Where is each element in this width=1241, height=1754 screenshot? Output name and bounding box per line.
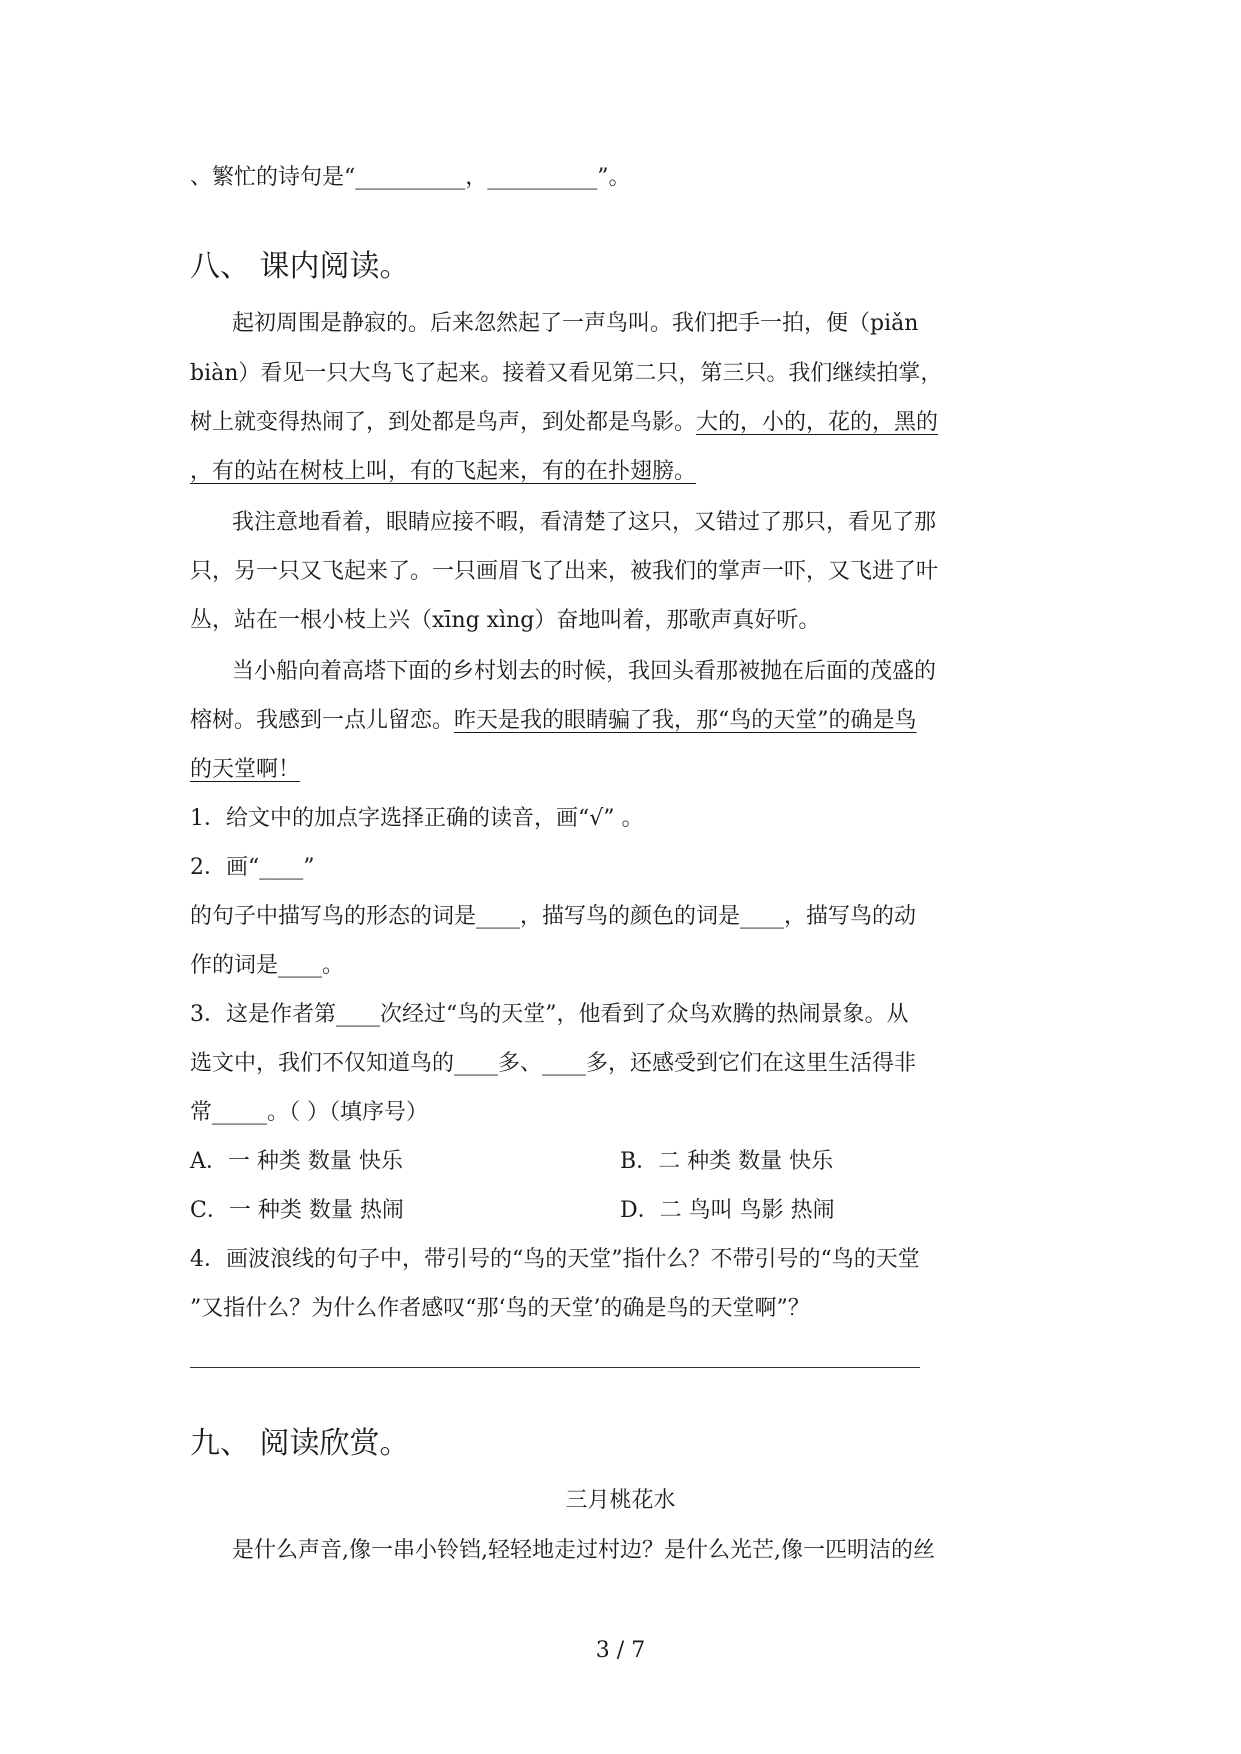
section9-heading: 九、 阅读欣赏。 [190, 1426, 410, 1461]
option-d: D．二 鸟叫 鸟影 热闹 [620, 1198, 835, 1223]
option-c: C．一 种类 数量 热闹 [190, 1198, 404, 1223]
question-3-line: 选文中，我们不仅知道鸟的____多、____多，还感受到它们在这里生活得非 [190, 1051, 917, 1076]
reading-title: 三月桃花水 [565, 1488, 676, 1513]
question-4: 4．画波浪线的句子中，带引号的“鸟的天堂”指什么？不带引号的“鸟的天堂 [190, 1247, 920, 1272]
passage-line: 我注意地看着，眼睛应接不暇，看清楚了这只，又错过了那只，看见了那 [232, 510, 937, 535]
question-2: 2．画“____” [190, 855, 315, 880]
passage-line: 起初周围是静寂的。后来忽然起了一声鸟叫。我们把手一拍，便（piǎn [232, 311, 919, 336]
underlined-sentence: 大的，小的，花的，黑的 [696, 410, 939, 435]
passage-line: 丛，站在一根小枝上兴（xīng xìng）奋地叫着，那歌声真好听。 [190, 608, 821, 633]
answer-line [190, 1367, 920, 1368]
question-3: 3．这是作者第____次经过“鸟的天堂”，他看到了众鸟欢腾的热闹景象。从 [190, 1002, 909, 1027]
passage-line: biàn）看见一只大鸟飞了起来。接着又看见第二只，第三只。我们继续拍掌， [190, 361, 943, 386]
section8-heading: 八、 课内阅读。 [190, 249, 410, 284]
passage-line: 是什么声音,像一串小铃铛,轻轻地走过村边？是什么光芒,像一匹明洁的丝 [232, 1538, 935, 1563]
wavy-underlined-sentence: 昨天是我的眼睛骗了我，那“鸟的天堂”的确是鸟 [454, 708, 917, 733]
option-a: A．一 种类 数量 快乐 [190, 1149, 403, 1174]
option-b: B．二 种类 数量 快乐 [620, 1149, 834, 1174]
section7-tail: 、繁忙的诗句是“__________，__________”。 [190, 165, 631, 190]
page-number: 3 / 7 [595, 1638, 646, 1663]
underlined-sentence: ，有的站在树枝上叫，有的飞起来，有的在扑翅膀。 [190, 459, 697, 484]
wavy-underlined-sentence: 的天堂啊！ [190, 757, 301, 782]
passage-line [190, 706, 917, 736]
question-2-line: 作的词是____。 [190, 953, 345, 978]
question-1: 1．给文中的加点字选择正确的读音，画“√” 。 [190, 806, 644, 831]
passage-line: 当小船向着高塔下面的乡村划去的时候，我回头看那被抛在后面的茂盛的 [232, 659, 937, 684]
question-4-line: ”又指什么？为什么作者感叹“那‘鸟的天堂’的确是鸟的天堂啊”？ [190, 1296, 810, 1321]
question-2-line: 的句子中描写鸟的形态的词是____，描写鸟的颜色的词是____，描写鸟的动 [190, 904, 917, 929]
passage-text: 树上就变得热闹了，到处都是鸟声，到处都是鸟影。 [190, 410, 697, 435]
passage-line [190, 408, 938, 438]
passage-text: 榕树。我感到一点儿留恋。 [190, 708, 455, 733]
passage-line: 只，另一只又飞起来了。一只画眉飞了出来，被我们的掌声一吓，又飞进了叶 [190, 559, 939, 584]
question-3-line: 常_____。（ ）（填序号） [190, 1100, 428, 1125]
